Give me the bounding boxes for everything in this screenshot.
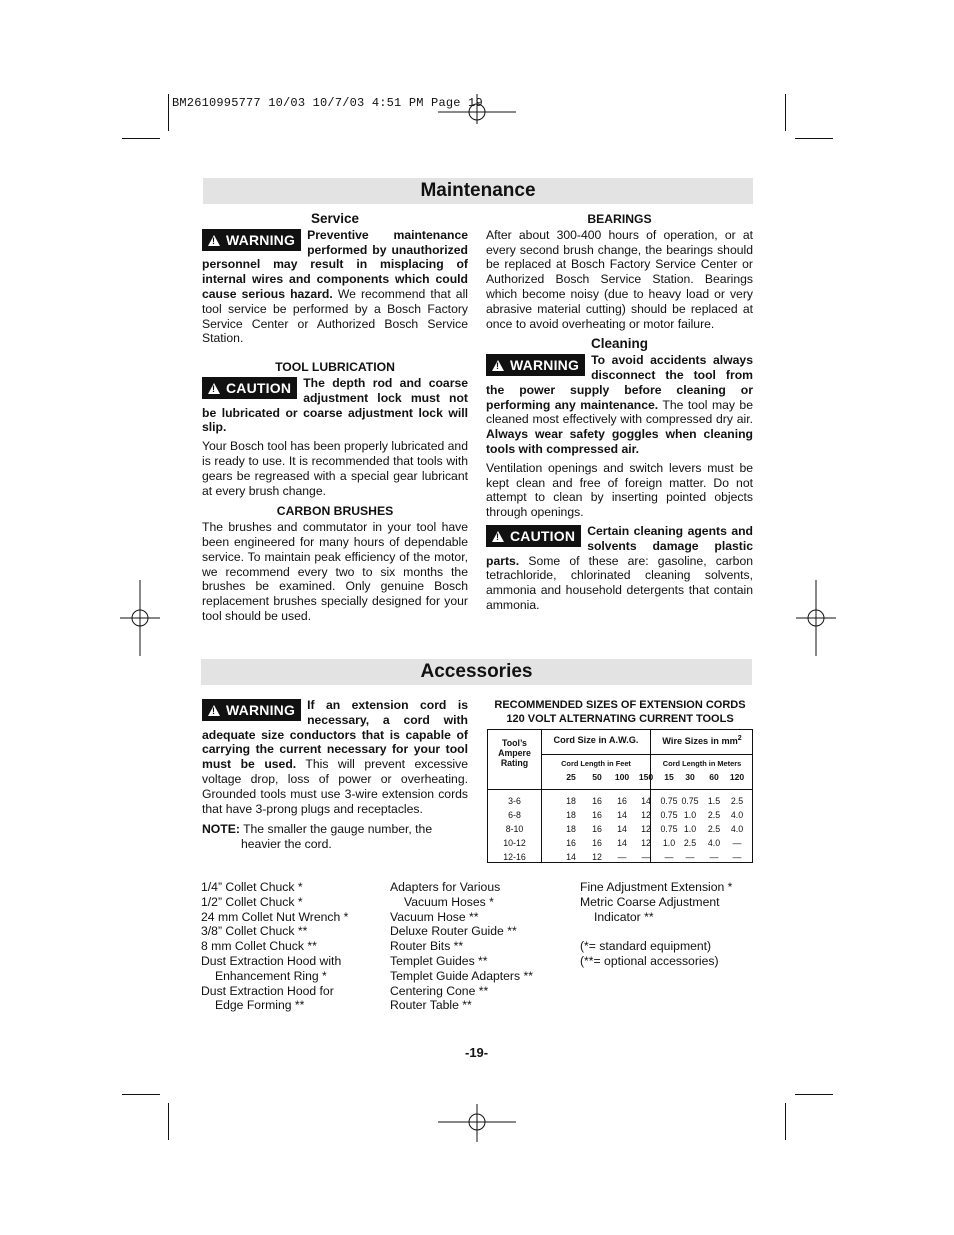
maintenance-right-column (486, 212, 753, 613)
caution-badge: !CAUTION (486, 525, 581, 547)
table-cell: 60 (709, 772, 719, 782)
service-heading: Service (310, 211, 360, 226)
accessory-item: (*= standard equipment) (580, 939, 712, 954)
accessory-item: (**= optional accessories) (580, 953, 719, 968)
accessory-item: Fine Adjustment Extension * (580, 880, 733, 894)
mm-cell: — (664, 852, 674, 862)
mm-cell: 4.0 (730, 810, 744, 820)
mm-cell: 0.75 (660, 810, 678, 820)
ampere-rating-header: Tool’s Ampere Rating (498, 738, 531, 768)
mm-cell: 0.75 (660, 796, 678, 806)
mm-cell: — (732, 852, 742, 862)
table-cell: 150 (638, 772, 654, 782)
awg-cell: 18 (566, 796, 576, 806)
accessory-item: Centering Cone ** (390, 983, 489, 998)
table-cell: 100 (614, 772, 630, 782)
service-paragraph: !WARNING Preventive maintenance performed by unauthorized personnel may result in misplacing of internal wires and components which could cause serious hazard. We recommend that all tool service be performed by a Bosch Factory Service Center or Authorized Bosch Service Station. (202, 228, 468, 346)
accessory-item: Edge Forming ** (215, 998, 305, 1013)
table-cell: 30 (685, 772, 695, 782)
accessory-item: Router Bits ** (390, 939, 464, 954)
awg-cell: 16 (617, 796, 627, 806)
awg-cell: 16 (592, 824, 602, 834)
mm-cell: 2.5 (730, 796, 744, 806)
mm-cell: 1.0 (683, 824, 697, 834)
accessory-item: Templet Guides ** (390, 953, 488, 968)
accessory-list-3 (580, 880, 732, 969)
cleaning-heading: Cleaning (590, 336, 648, 352)
mm-cell: 1.0 (683, 810, 697, 820)
awg-cell: 14 (566, 852, 576, 862)
accessory-item: Indicator ** (594, 909, 654, 924)
warning-triangle-icon (492, 360, 504, 371)
table-cell: 15 (664, 772, 674, 782)
warning-triangle-icon (208, 235, 220, 246)
accessory-item: Adapters for Various (390, 880, 501, 894)
accessory-item: 24 mm Collet Nut Wrench * (201, 909, 349, 924)
ampere-cell: 6-8 (508, 810, 521, 820)
mm-cell: — (732, 838, 742, 848)
accessory-item: 1/2” Collet Chuck * (201, 894, 303, 909)
cord-table-title: RECOMMENDED SIZES OF EXTENSION CORDS 120 VOLT ALTERNATING CURRENT TOOLS (494, 699, 746, 725)
awg-cell: — (641, 852, 651, 862)
accessories-left-column (202, 698, 468, 852)
ampere-cell: 3-6 (508, 796, 521, 806)
awg-cell: 16 (592, 810, 602, 820)
accessory-item: Router Table ** (390, 998, 472, 1013)
accessory-item: Templet Guide Adapters ** (390, 968, 533, 983)
accessory-item: Enhancement Ring * (215, 968, 327, 983)
carbon-brushes-heading: CARBON BRUSHES (276, 504, 394, 519)
bearings-paragraph: After about 300-400 hours of operation, or at every second brush change, the bearings should be replaced at Bosch Factory Service Center or Authorized Bosch Service Station. Bearings which become noisy (due to heavy load or very abrasive material cutting) should be replaced at once to avoid overheating or motor failure. (486, 227, 753, 331)
awg-cell: 18 (566, 810, 576, 820)
caution-badge: !CAUTION (202, 377, 297, 399)
cleaning-caution-paragraph: !CAUTION Certain cleaning agents and solvents damage plastic parts. Some of these are: gasoline, carbon tetrachloride, chlorinated cleaning solvents, ammonia and household detergents that contain ammonia. (486, 524, 753, 613)
table-cell: 25 (566, 772, 576, 782)
tool-lubrication-heading: TOOL LUBRICATION (275, 360, 395, 375)
maintenance-title: Maintenance (203, 178, 753, 204)
mm-cell: 0.75 (681, 796, 699, 806)
meters-label: Cord Length in Meters (662, 759, 742, 768)
cleaning-warning-paragraph: !WARNING To avoid accidents always disconnect the tool from the power supply before cleaning or performing any maintenance. The tool may be cleaned most effectively with compressed dry air. Always wear safety goggles when cleaning tools with compressed air. (486, 353, 753, 457)
accessory-item: Metric Coarse Adjustment (580, 894, 720, 909)
table-row (488, 796, 752, 808)
mm-cell: 4.0 (707, 838, 721, 848)
accessory-item: Vacuum Hose ** (390, 909, 479, 924)
ampere-cell: 8-10 (505, 824, 524, 834)
lubrication-paragraph: Your Bosch tool has been properly lubricated and is ready to use. It is recommended that tools with gears be regreased with a special gear lubricant at every brush change. (202, 439, 468, 498)
awg-cell: — (617, 852, 627, 862)
maintenance-left-column (202, 212, 468, 624)
awg-cell: 12 (641, 824, 651, 834)
awg-cell: 12 (641, 838, 651, 848)
accessory-list-1 (201, 880, 348, 1013)
table-cell: 120 (729, 772, 745, 782)
awg-cell: 16 (592, 796, 602, 806)
gauge-note: NOTE: The smaller the gauge number, the heavier the cord. (202, 822, 433, 852)
print-slug: BM2610995777 10/03 10/7/03 4:51 PM Page 19 (172, 96, 483, 110)
warning-badge: !WARNING (202, 699, 301, 721)
awg-cell: 14 (617, 838, 627, 848)
warning-badge: !WARNING (202, 229, 301, 251)
table-row (488, 810, 752, 822)
awg-cell: 14 (641, 796, 651, 806)
awg-cell: 14 (617, 824, 627, 834)
extension-cord-warning: !WARNING If an extension cord is necessary, a cord with adequate size conductors that is capable of carrying the current necessary for your tool must be used. This will prevent excessive voltage drop, loss of power or overheating. Grounded tools must use 3-wire extension cords that have 3-prong plugs and receptacles. (202, 698, 468, 816)
accessory-item: Vacuum Hoses * (404, 894, 494, 909)
mm-cell: — (709, 852, 719, 862)
awg-header: Cord Size in A.W.G. (553, 735, 639, 745)
accessory-item: 8 mm Collet Chuck ** (201, 939, 317, 954)
feet-label: Cord Length in Feet (561, 759, 631, 768)
accessory-item: 1/4” Collet Chuck * (201, 880, 303, 894)
awg-cell: 12 (641, 810, 651, 820)
awg-cell: 14 (617, 810, 627, 820)
table-cell: 50 (592, 772, 602, 782)
mm-cell: 2.5 (707, 824, 721, 834)
extension-cord-table (487, 729, 753, 863)
table-row (488, 838, 752, 850)
table-row (488, 852, 752, 864)
accessory-item (580, 924, 732, 939)
ampere-cell: 12-16 (503, 852, 526, 862)
table-row (488, 824, 752, 836)
accessory-item: Deluxe Router Guide ** (390, 924, 517, 939)
mm-cell: 0.75 (660, 824, 678, 834)
accessories-title: Accessories (201, 659, 752, 685)
awg-cell: 16 (592, 838, 602, 848)
mm-cell: 1.5 (707, 796, 721, 806)
page-number: -19- (465, 1045, 489, 1060)
ventilation-paragraph: Ventilation openings and switch levers must be kept clean and free of foreign matter. Do not attempt to clean by inserting pointed objects through openings. (486, 460, 753, 520)
warning-triangle-icon (208, 705, 220, 716)
mm-cell: — (685, 852, 695, 862)
awg-cell: 18 (566, 824, 576, 834)
carbon-brushes-paragraph: The brushes and commutator in your tool have been engineered for many hours of dependable service. To maintain peak efficiency of the motor, we recommend every two to six months the brushes be examined. Only genuine Bosch replacement brushes specially designed for your tool should be used. (202, 520, 468, 623)
caution-triangle-icon (208, 383, 220, 394)
lubrication-caution-paragraph: !CAUTION The depth rod and coarse adjustment lock must not be lubricated or coarse adjustment lock will slip. (202, 376, 468, 435)
awg-cell: 12 (592, 852, 602, 862)
awg-cell: 16 (566, 838, 576, 848)
mm-cell: 1.0 (662, 838, 676, 848)
accessory-item: 3/8” Collet Chuck ** (201, 924, 308, 939)
mm-header: Wire Sizes in $mm^2$ (662, 735, 742, 747)
ampere-cell: 10-12 (503, 838, 526, 848)
caution-triangle-icon (492, 531, 504, 542)
mm-cell: 2.5 (683, 838, 697, 848)
accessory-list-2 (390, 880, 533, 1013)
accessory-item: Dust Extraction Hood for (201, 983, 334, 998)
accessory-item: Dust Extraction Hood with (201, 953, 342, 968)
mm-cell: 4.0 (730, 824, 744, 834)
mm-cell: 2.5 (707, 810, 721, 820)
warning-badge: !WARNING (486, 354, 585, 376)
bearings-heading: BEARINGS (587, 212, 652, 226)
